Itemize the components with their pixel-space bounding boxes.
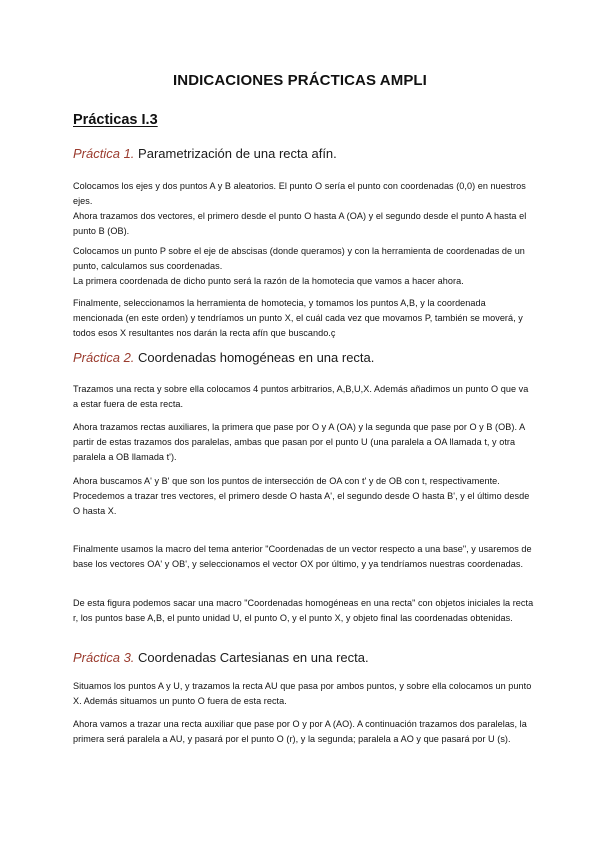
practice-2-paragraph-5: De esta figura podemos sacar una macro "Coordenadas homogéneas en una recta" con objetos iniciales la recta r, los puntos base A,B, el punto unidad U, el punto O, y el punto X, y objeto final las coordenadas obtenidas. (73, 598, 534, 623)
section-title: Prácticas I.3 (73, 112, 158, 128)
practice-1-label: Práctica 1. (73, 146, 135, 161)
practice-2-paragraph-4: Finalmente usamos la macro del tema anterior "Coordenadas de un vector respecto a una base", y usaremos de base los vectores OA' y OB', y seleccionamos el vector OX por último, y ya tendríamos nuestras coordenadas. (73, 544, 532, 569)
practice-3-heading (73, 650, 369, 665)
practice-1-paragraph-2: Colocamos un punto P sobre el eje de abscisas (donde queramos) y con la herramienta de coordenadas de un punto, calculamos sus coordenadas. La primera coordenada de dicho punto será la razón de la homotecia que vamos a hacer ahora. (73, 246, 525, 286)
practice-2-title: Coordenadas homogéneas en una recta. (138, 350, 375, 365)
practice-3-paragraph-2: Ahora vamos a trazar una recta auxiliar que pase por O y por A (AO). A continuación trazamos dos paralelas, la primera será paralela a AU, y pasará por el punto O (r), y la segunda; paralela a AO y que pasará por U (s). (73, 719, 527, 744)
practice-3-paragraph-1: Situamos los puntos A y U, y trazamos la recta AU que pasa por ambos puntos, y sobre ella colocamos un punto X. Además situamos un punto O fuera de esta recta. (73, 681, 532, 706)
practice-2-paragraph-2: Ahora trazamos rectas auxiliares, la primera que pase por O y A (OA) y la segunda que pase por O y B (OB). A partir de estas trazamos dos paralelas, ambas que pasan por el punto U (una paralela a OA llamada t, y otra paralela a OB llamada t'). (73, 422, 525, 462)
practice-1-paragraph-3: Finalmente, seleccionamos la herramienta de homotecia, y tomamos los puntos A,B, y la coordenada mencionada (en este orden) y tendríamos un punto X, el cuál cada vez que movamos P, también se moverá, y todos esos X resultantes nos darán la recta afín que buscando.ç (73, 298, 523, 338)
practice-2-heading (73, 350, 374, 365)
practice-3-label: Práctica 3. (73, 650, 135, 665)
practice-2-label: Práctica 2. (73, 350, 135, 365)
practice-3-title: Coordenadas Cartesianas en una recta. (138, 650, 369, 665)
practice-1-title: Parametrización de una recta afín. (138, 146, 337, 161)
practice-2-paragraph-1: Trazamos una recta y sobre ella colocamos 4 puntos arbitrarios, A,B,U,X. Además añadimos un punto O que va a estar fuera de esta recta. (73, 384, 529, 409)
document-title: INDICACIONES PRÁCTICAS AMPLI (173, 72, 427, 89)
practice-1-heading (73, 146, 337, 161)
practice-1-paragraph-1: Colocamos los ejes y dos puntos A y B aleatorios. El punto O sería el punto con coordenadas (0,0) en nuestros ejes. Ahora trazamos dos vectores, el primero desde el punto O hasta A (OA) y el segundo desde el punto A hasta el punto B (OB). (73, 181, 527, 236)
practice-2-paragraph-3: Ahora buscamos A' y B' que son los puntos de intersección de OA con t' y de OB con t, respectivamente. Procedemos a trazar tres vectores, el primero desde O hasta A', el segundo desde O hasta B', y el último desde O hasta X. (73, 476, 530, 516)
